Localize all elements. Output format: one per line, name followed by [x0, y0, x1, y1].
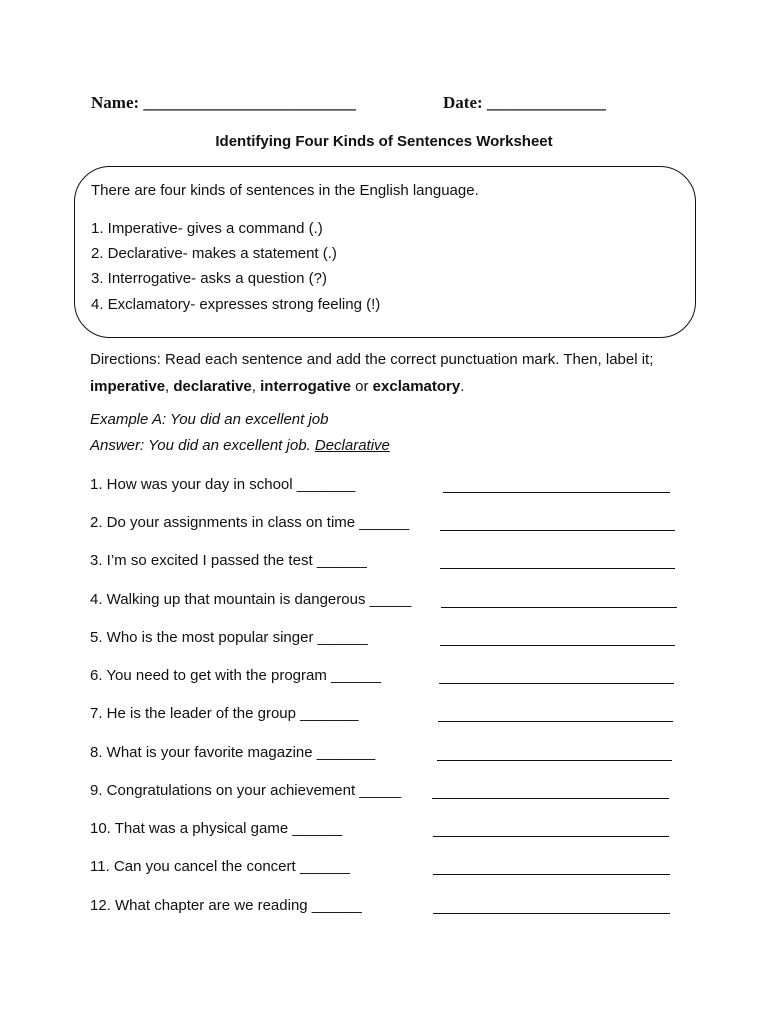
question-1: 1. How was your day in school _______	[90, 476, 356, 493]
question-8: 8. What is your favorite magazine _______	[90, 744, 376, 761]
question-12: 12. What chapter are we reading ______	[90, 897, 362, 914]
question-7: 7. He is the leader of the group _______	[90, 705, 359, 722]
kind-item-declarative: 2. Declarative- makes a statement (.)	[91, 245, 337, 262]
answer-line-3[interactable]	[440, 568, 675, 569]
answer-line-9[interactable]	[432, 798, 669, 799]
example-a: Example A: You did an excellent job	[90, 411, 329, 428]
kind-item-imperative: 1. Imperative- gives a command (.)	[91, 220, 323, 237]
answer-line-6[interactable]	[439, 683, 674, 684]
kind-item-exclamatory: 4. Exclamatory- expresses strong feeling (!)	[91, 296, 381, 313]
question-2: 2. Do your assignments in class on time ______	[90, 514, 410, 531]
worksheet-title: Identifying Four Kinds of Sentences Worksheet	[215, 133, 553, 150]
directions-sep: or	[350, 378, 373, 395]
question-10: 10. That was a physical game ______	[90, 820, 343, 837]
directions-sep: ,	[165, 378, 174, 395]
answer-line-5[interactable]	[440, 645, 675, 646]
directions-end: .	[460, 378, 465, 395]
question-6: 6. You need to get with the program ______	[90, 667, 382, 684]
question-11: 11. Can you cancel the concert ______	[90, 858, 350, 875]
answer-line-10[interactable]	[433, 836, 669, 837]
answer-line-2[interactable]	[440, 530, 675, 531]
kinds-intro: There are four kinds of sentences in the English language.	[91, 182, 479, 199]
label-declarative: declarative	[173, 378, 252, 395]
sentence-kinds-box	[74, 166, 696, 338]
directions-lead: Directions: Read each sentence and add the correct punctuation mark. Then, label it;	[90, 351, 654, 368]
answer-line-8[interactable]	[437, 760, 672, 761]
answer-line-4[interactable]	[441, 607, 677, 608]
label-imperative: imperative	[90, 378, 166, 395]
label-interrogative: interrogative	[260, 378, 351, 395]
name-field-label: Name: _________________________	[91, 93, 356, 112]
example-answer	[90, 437, 390, 454]
header-row	[91, 93, 651, 117]
answer-line-11[interactable]	[433, 874, 670, 875]
question-5: 5. Who is the most popular singer ______	[90, 629, 368, 646]
example-answer-label: Declarative	[314, 437, 390, 454]
date-field-label: Date: ______________	[443, 93, 606, 112]
directions-text	[90, 346, 700, 400]
example-answer-prefix: Answer: You did an excellent job.	[90, 437, 315, 454]
answer-line-12[interactable]	[433, 913, 670, 914]
answer-line-1[interactable]	[443, 492, 670, 493]
question-9: 9. Congratulations on your achievement _____	[90, 782, 402, 799]
label-exclamatory: exclamatory	[372, 378, 461, 395]
question-4: 4. Walking up that mountain is dangerous _____	[90, 591, 412, 608]
answer-line-7[interactable]	[438, 721, 673, 722]
directions-sep: ,	[251, 378, 261, 395]
kind-item-interrogative: 3. Interrogative- asks a question (?)	[91, 270, 327, 287]
question-3: 3. I’m so excited I passed the test ______	[90, 552, 367, 569]
